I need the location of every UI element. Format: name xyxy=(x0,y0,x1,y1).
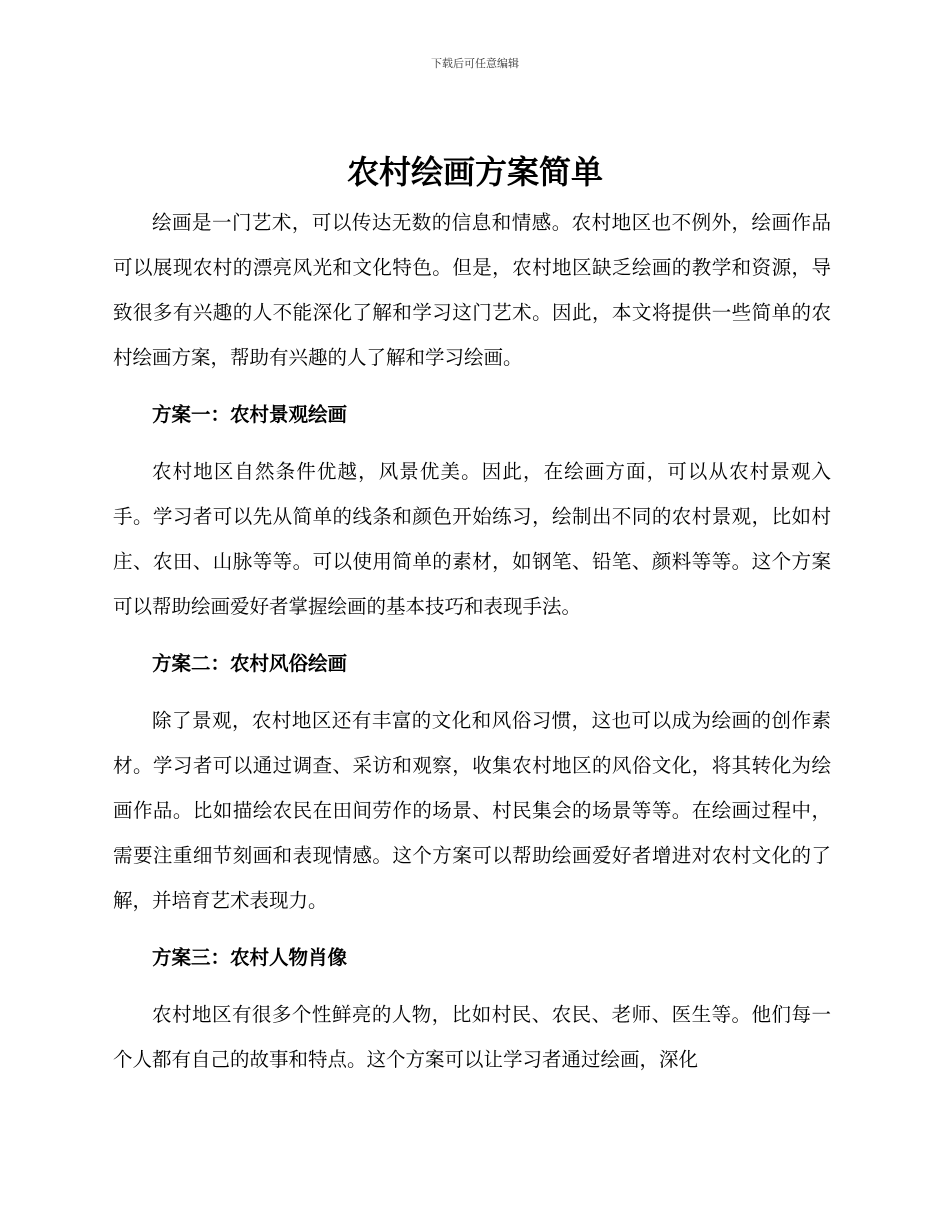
section-paragraph-3: 农村地区有很多个性鲜亮的人物，比如村民、农民、老师、医生等。他们每一个人都有自己的故事和特点。这个方案可以让学习者通过绘画，深化 xyxy=(113,1003,831,1071)
document-title: 农村绘画方案简单 xyxy=(346,153,603,191)
section-paragraph-1: 农村地区自然条件优越，风景优美。因此，在绘画方面，可以从农村景观入手。学习者可以先从简单的线条和颜色开始练习，绘制出不同的农村景观，比如村庄、农田、山脉等等。可以使用简单的素材，如钢笔、铅笔、颜料等等。这个方案可以帮助绘画爱好者掌握绘画的基本技巧和表现手法。 xyxy=(113,460,831,618)
intro-paragraph: 绘画是一门艺术，可以传达无数的信息和情感。农村地区也不例外，绘画作品可以展现农村的漂亮风光和文化特色。但是，农村地区缺乏绘画的教学和资源，导致很多有兴趣的人不能深化了解和学习这门艺术。因此，本文将提供一些简单的农村绘画方案，帮助有兴趣的人了解和学习绘画。 xyxy=(113,211,831,369)
section-heading-1: 方案一：农村景观绘画 xyxy=(152,403,348,426)
section-heading-3: 方案三：农村人物肖像 xyxy=(152,946,348,969)
section-heading-2: 方案二：农村风俗绘画 xyxy=(152,652,348,675)
document-body xyxy=(113,200,831,1082)
section-paragraph-2: 除了景观，农村地区还有丰富的文化和风俗习惯，这也可以成为绘画的创作素材。学习者可以通过调查、采访和观察，收集农村地区的风俗文化，将其转化为绘画作品。比如描绘农民在田间劳作的场景、村民集会的场景等等。在绘画过程中，需要注重细节刻画和表现情感。这个方案可以帮助绘画爱好者增进对农村文化的了解，并培育艺术表现力。 xyxy=(113,709,831,912)
page-header: 下载后可任意编辑 xyxy=(431,57,519,70)
